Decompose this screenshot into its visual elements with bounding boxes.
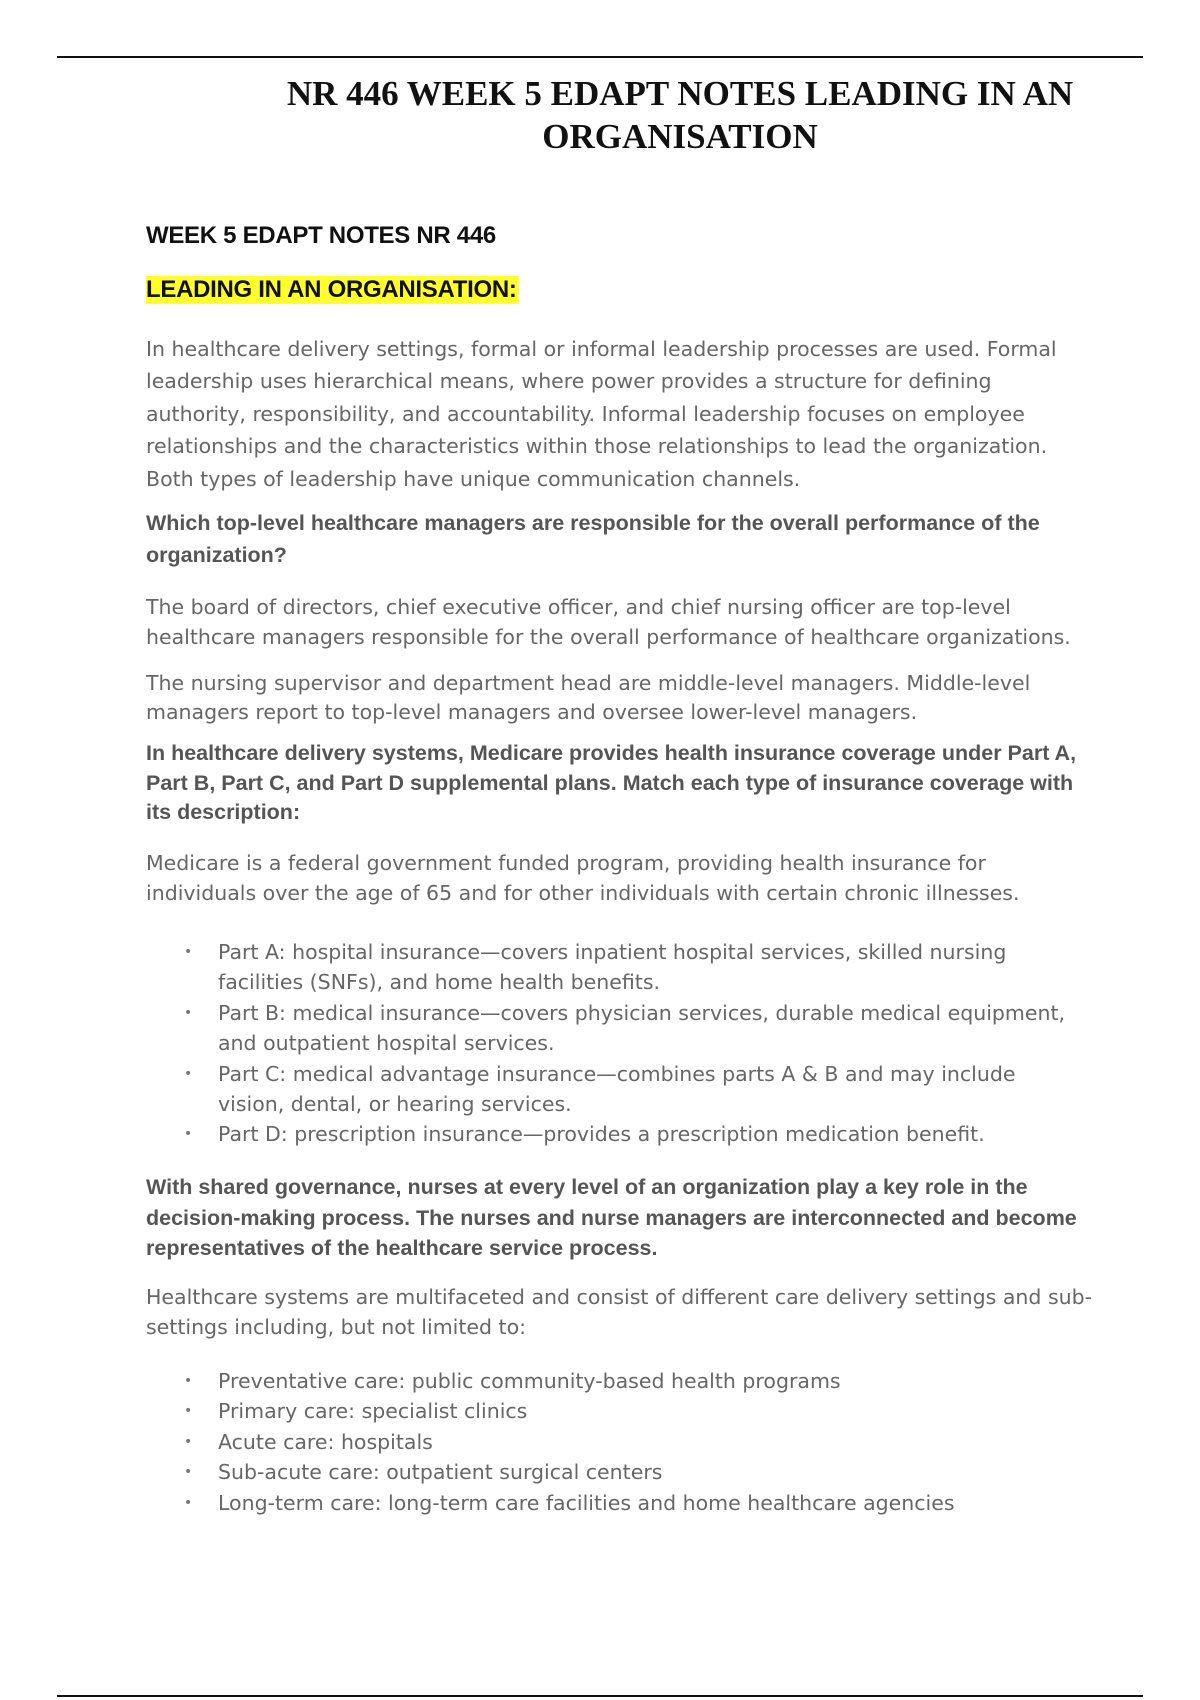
medicare-parts-list xyxy=(184,937,1084,1150)
bullet-icon: • xyxy=(184,1065,193,1082)
bottom-rule xyxy=(57,1695,1143,1697)
question-shared-governance: With shared governance, nurses at every level of an organization play a key role in the decision-making process. The nurses and nurse managers are interconnected and become representatives of the healthcare service process. xyxy=(146,1175,1077,1260)
bullet-icon: • xyxy=(184,944,193,960)
list-item-text: Part A: hospital insurance—covers inpatient hospital services, skilled nursing facilities (SNFs), and home health benefits. xyxy=(218,940,1007,995)
bullet-icon: • xyxy=(184,1433,193,1450)
list-item xyxy=(184,1427,1084,1457)
list-item-text: Primary care: specialist clinics xyxy=(218,1399,528,1424)
answer-top-level-managers: The board of directors, chief executive officer, and chief nursing officer are top-level healthcare managers responsible for the overall performance of healthcare organizations. xyxy=(146,595,1071,649)
list-item xyxy=(184,1396,1084,1426)
list-item-text: Preventative care: public community-based health programs xyxy=(218,1369,841,1393)
list-item xyxy=(184,937,1084,998)
bullet-icon: • xyxy=(184,1403,193,1420)
list-item-text: Sub-acute care: outpatient surgical centers xyxy=(218,1460,663,1485)
bullet-icon: • xyxy=(184,1494,193,1511)
list-item-text: Part C: medical advantage insurance—combines parts A & B and may include vision, dental, or hearing services. xyxy=(218,1061,1016,1117)
list-item xyxy=(184,998,1084,1059)
bullet-icon: • xyxy=(184,1126,193,1143)
list-item-text: Part B: medical insurance—covers physician services, durable medical equipment, and outpatient hospital services. xyxy=(218,1000,1066,1056)
bullet-icon: • xyxy=(184,1464,193,1481)
question-top-level-managers: Which top-level healthcare managers are responsible for the overall performance of the organization? xyxy=(146,511,1040,567)
bullet-icon: • xyxy=(184,1004,193,1021)
intro-paragraph: In healthcare delivery settings, formal or informal leadership processes are used. Formal leadership uses hierarchical means, where power provides a structure for defining authority, responsibility, and accountability. Informal leadership focuses on employee relationships and the characteristics within those relationships to lead the organization. Both types of leadership have unique communication channels. xyxy=(146,337,1057,491)
list-item xyxy=(184,1119,1084,1149)
document-subheading: WEEK 5 EDAPT NOTES NR 446 xyxy=(146,222,496,249)
answer-middle-level-managers: The nursing supervisor and department head are middle-level managers. Middle-level managers report to top-level managers and oversee lower-level managers. xyxy=(146,671,1031,724)
top-rule xyxy=(57,56,1143,58)
document-title: NR 446 WEEK 5 EDAPT NOTES LEADING IN AN ORGANISATION xyxy=(286,74,1074,156)
question-medicare-parts: In healthcare delivery systems, Medicare provides health insurance coverage under Part A, Part B, Part C, and Part D supplemental plans. Match each type of insurance coverage with its description: xyxy=(146,741,1077,824)
list-item xyxy=(184,1488,1084,1518)
list-item-text: Acute care: hospitals xyxy=(218,1429,433,1454)
care-settings-list xyxy=(184,1366,1084,1518)
list-item xyxy=(184,1059,1084,1120)
highlighted-section-heading: LEADING IN AN ORGANISATION: xyxy=(146,276,517,303)
answer-medicare-description: Medicare is a federal government funded program, providing health insurance for individuals over the age of 65 and for other individuals with certain chronic illnesses. xyxy=(146,851,1020,905)
answer-care-settings: Healthcare systems are multifaceted and consist of different care delivery settings and sub-settings including, but not limited to: xyxy=(146,1285,1093,1339)
list-item xyxy=(184,1366,1084,1396)
section-heading xyxy=(146,276,519,304)
bullet-icon: • xyxy=(184,1373,193,1389)
list-item xyxy=(184,1457,1084,1487)
list-item-text: Long-term care: long-term care facilities and home healthcare agencies xyxy=(218,1490,955,1515)
list-item-text: Part D: prescription insurance—provides a prescription medication benefit. xyxy=(218,1122,985,1147)
